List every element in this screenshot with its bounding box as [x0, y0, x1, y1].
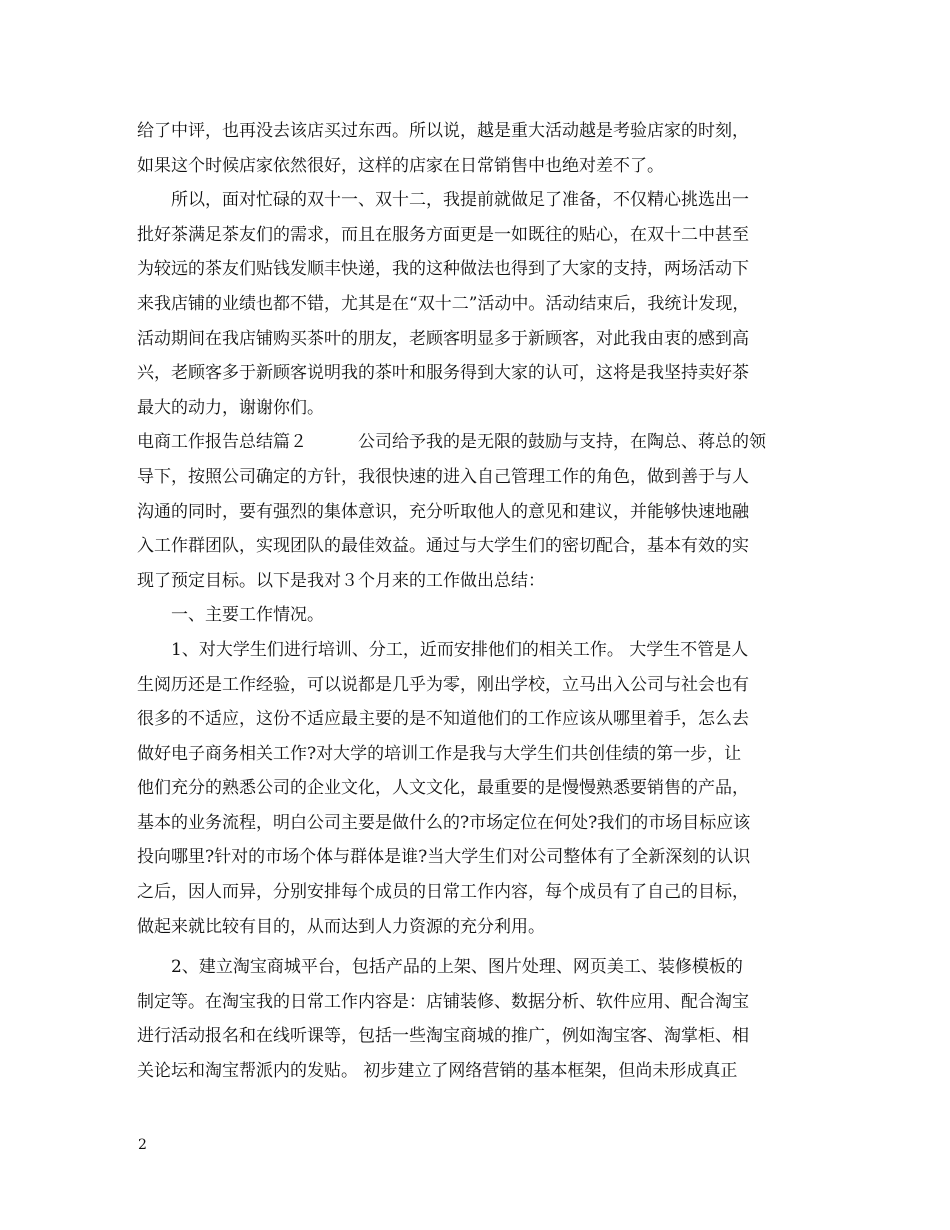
- text-line: 进行活动报名和在线听课等，包括一些淘宝商城的推广，例如淘宝客、淘掌柜、相: [137, 1026, 749, 1047]
- text-line: 导下，按照公司确定的方针，我很快速的进入自己管理工作的角色，做到善于与人: [137, 466, 749, 487]
- text-line: 2、建立淘宝商城平台，包括产品的上架、图片处理、网页美工、装修模板的: [137, 957, 743, 978]
- text-line: 生阅历还是工作经验，可以说都是几乎为零，刚出学校，立马出入公司与社会也有: [137, 674, 749, 695]
- text-line: 来我店铺的业绩也都不错，尤其是在“双十二”活动中。活动结束后，我统计发现，: [137, 293, 750, 314]
- text-line: 批好茶满足茶友们的需求，而且在服务方面更是一如既往的贴心，在双十二中甚至: [137, 224, 749, 245]
- text-line: 现了预定目标。以下是我对３个月来的工作做出总结：: [137, 570, 545, 591]
- text-line: 沟通的同时，要有强烈的集体意识，充分听取他人的意见和建议，并能够快速地融: [137, 501, 749, 522]
- text-line: 基本的业务流程，明白公司主要是做什么的?市场定位在何处?我们的市场目标应该: [137, 812, 751, 833]
- text-line: 做好电子商务相关工作?对大学的培训工作是我与大学生们共创佳绩的第一步，让: [137, 743, 742, 764]
- text-line: 1、对大学生们进行培训、分工，近而安排他们的相关工作。 大学生不管是人: [137, 639, 749, 660]
- text-line: 如果这个时候店家依然很好，这样的店家在日常销售中也绝对差不了。: [137, 155, 664, 176]
- text-line: 关论坛和淘宝帮派内的发贴。 初步建立了网络营销的基本框架，但尚未形成真正: [137, 1061, 738, 1082]
- page-number: 2: [138, 1137, 147, 1153]
- section-heading-line: 电商工作报告总结篇２ 公司给予我的是无限的鼓励与支持，在陶总、蒋总的领: [137, 432, 766, 453]
- text-line: 给了中评，也再没去该店买过东西。所以说，越是重大活动越是考验店家的时刻，: [137, 121, 749, 141]
- text-line: 之后，因人而异，分别安排每个成员的日常工作内容，每个成员有了自己的目标，: [137, 882, 749, 903]
- text-line: 入工作群团队，实现团队的最佳效益。通过与大学生们的密切配合，基本有效的实: [137, 536, 749, 557]
- text-line: 所以，面对忙碌的双十一、双十二，我提前就做足了准备，不仅精心挑选出一: [137, 190, 749, 211]
- text-line: 兴，老顾客多于新顾客说明我的茶叶和服务得到大家的认可，这将是我坚持卖好茶: [137, 363, 749, 384]
- text-line: 制定等。在淘宝我的日常工作内容是：店铺装修、数据分析、软件应用、配合淘宝: [137, 991, 749, 1012]
- text-line: 他们充分的熟悉公司的企业文化，人文文化，最重要的是慢慢熟悉要销售的产品，: [137, 778, 749, 799]
- subheading-line: 一、主要工作情况。: [137, 605, 324, 626]
- text-line: 为较远的茶友们贴钱发顺丰快递，我的这种做法也得到了大家的支持，两场活动下: [137, 259, 749, 280]
- body-text: [137, 114, 827, 1089]
- text-line: 活动期间在我店铺购买茶叶的朋友，老顾客明显多于新顾客，对此我由衷的感到高: [137, 328, 749, 349]
- text-line: 投向哪里?针对的市场个体与群体是谁?当大学生们对公司整体有了全新深刻的认识: [137, 847, 751, 868]
- text-line: 最大的动力，谢谢你们。: [137, 397, 324, 418]
- text-line: 做起来就比较有目的，从而达到人力资源的充分利用。: [137, 916, 545, 937]
- text-line: 很多的不适应，这份不适应最主要的是不知道他们的工作应该从哪里着手，怎么去: [137, 709, 749, 730]
